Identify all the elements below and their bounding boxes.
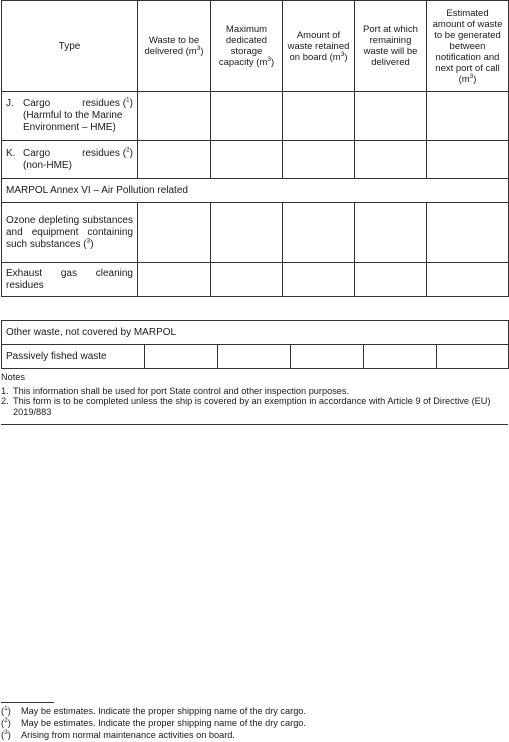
cell[interactable]	[138, 141, 211, 179]
label-exhaust: Exhaust gas cleaning residues	[2, 263, 138, 297]
cell[interactable]	[355, 203, 427, 263]
row-other-title	[2, 321, 509, 345]
header-port: Port at which remaining waste will be delivered	[355, 1, 427, 92]
notes	[1, 372, 508, 417]
cell[interactable]	[355, 141, 427, 179]
footnotes	[1, 702, 508, 741]
footnote-divider	[1, 702, 54, 703]
cell[interactable]	[218, 345, 291, 369]
cell[interactable]	[138, 263, 211, 297]
label-ozone: Ozone depleting substances and equipment containing such substances ($^3$)	[2, 203, 138, 263]
cell[interactable]	[427, 203, 509, 263]
header-type: Type	[2, 1, 138, 92]
cell[interactable]	[145, 345, 218, 369]
notes-title: Notes	[1, 372, 26, 382]
label-passively-fished: Passively fished waste	[2, 345, 145, 369]
cell[interactable]	[355, 263, 427, 297]
cell[interactable]	[291, 345, 364, 369]
cell[interactable]	[283, 92, 355, 141]
other-waste-table	[1, 320, 509, 369]
footnote: ($^2$) May be estimates. Indicate the proper shipping name of the dry cargo.	[1, 716, 306, 728]
note-item: 1. This information shall be used for port State control and other inspection purposes.	[1, 385, 350, 396]
cell[interactable]	[364, 345, 437, 369]
header-retained: Amount of waste retained on board $(m^3)$	[283, 1, 355, 92]
cell[interactable]	[211, 141, 283, 179]
divider	[1, 424, 508, 425]
section-annex-vi: MARPOL Annex VI – Air Pollution related	[2, 179, 509, 203]
row-passively-fished	[2, 345, 509, 369]
cell[interactable]	[427, 141, 509, 179]
cell[interactable]	[138, 92, 211, 141]
cell[interactable]	[138, 203, 211, 263]
cell[interactable]	[283, 203, 355, 263]
row-cargo-hme	[2, 92, 509, 141]
header-row	[2, 1, 509, 92]
header-delivered: Waste to be delivered $(m^3)$	[138, 1, 211, 92]
cell[interactable]	[427, 263, 509, 297]
header-estimated: Estimated amount of waste to be generated between notification and next port of call $(m^3)$	[427, 1, 509, 92]
row-ozone	[2, 203, 509, 263]
footnote: ($^1$) May be estimates. Indicate the proper shipping name of the dry cargo.	[1, 704, 306, 716]
cell[interactable]	[211, 263, 283, 297]
row-cargo-non-hme	[2, 141, 509, 179]
row-section-annex-vi	[2, 179, 509, 203]
waste-table	[1, 0, 509, 297]
cell[interactable]	[283, 141, 355, 179]
cell[interactable]	[283, 263, 355, 297]
cell[interactable]	[211, 203, 283, 263]
cell[interactable]	[355, 92, 427, 141]
header-capacity: Maximum dedicated storage capacity $(m^3)$	[211, 1, 283, 92]
label-cargo-hme: J. Cargo residues ($^1$) (Harmful to the Marine Environment – HME)	[2, 92, 138, 141]
other-waste-title: Other waste, not covered by MARPOL	[2, 321, 509, 345]
label-cargo-non-hme: K. Cargo residues ($^2$) (non-HME)	[2, 141, 138, 179]
footnote: ($^3$) Arising from normal maintenance activities on board.	[1, 728, 235, 740]
note-item: 2. This form is to be completed unless the ship is covered by an exemption in accordance with Article 9 of Directive (EU) 2019/883	[1, 396, 491, 417]
cell[interactable]	[437, 345, 509, 369]
row-exhaust	[2, 263, 509, 297]
cell[interactable]	[427, 92, 509, 141]
cell[interactable]	[211, 92, 283, 141]
